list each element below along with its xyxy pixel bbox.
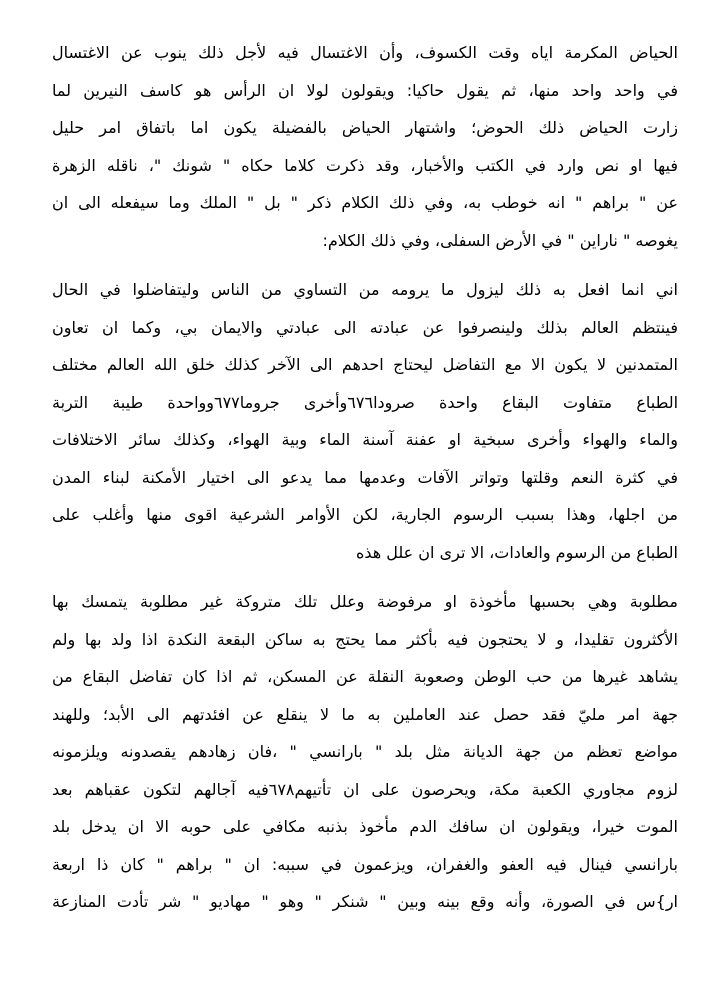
text-line: مطلوبة وهي بحسبها مأخوذة او مرفوضة وعلل تلك متروكة غير مطلوبة يتمسك بها bbox=[52, 592, 678, 611]
text-line: الطباع متفاوت البقاع واحدة صرودا٦٧٦وأخرى جروما٦٧٧وواحدة طيبة التربة bbox=[52, 392, 679, 412]
text-line: الموت خيرا، ويقولون ان سافك الدم مأخوذ بذنبه مكافي على حوبه الا ان يدخل بلد bbox=[52, 817, 678, 836]
text-line: الحياض المكرمة اياه وقت الكسوف، وأن الاغتسال فيه لأجل ذلك ينوب عن الاغتسال bbox=[52, 43, 678, 62]
text-line: بارانسي فينال فيه العفو والغفران، ويزعمون في سببه: ان " براهم " كان ذا اربعة bbox=[52, 854, 678, 874]
text-line: اني انما افعل به ذلك ليزول ما يرومه من التساوي من الناس وليتفاضلوا في الحال bbox=[52, 280, 678, 299]
text-line: فينتظم العالم بذلك ولينصرفوا عن عبادته الى عبادتي والايمان بي، وكما ان تعاون bbox=[52, 317, 678, 337]
text-line: والماء والهواء وأخرى سبخية او عفنة آسنة الماء وبية الهواء، وكذلك سائر الاختلافات bbox=[52, 430, 678, 449]
text-line: فيها او نص وارد في الكتب والأخبار، وقد ذكرت كلاما حكاه " شونك "، ناقله الزهرة bbox=[52, 155, 678, 175]
paragraph-2 bbox=[52, 271, 678, 571]
text-line: في كثرة النعم وقلتها وتواتر الآفات وعدمها مما يدعو الى اختيار الأمكنة لبناء المدن bbox=[52, 467, 678, 487]
document-page bbox=[52, 34, 678, 921]
text-line: الطباع من الرسوم والعادات، الا ترى ان علل هذه bbox=[355, 542, 678, 562]
text-line: يشاهد غيرها من حب الوطن وصعوبة النقلة عن المسكن، ثم اذا كان تفاضل البقاع من bbox=[52, 667, 678, 686]
paragraph-3 bbox=[52, 583, 678, 921]
text-line: يغوصه " ناراين " في الأرض السفلى، وفي ذلك الكلام: bbox=[322, 230, 678, 250]
text-line: لزوم مجاوري الكعبة مكة، ويحرصون على ان تأتيهم٦٧٨فيه آجالهم لتكون عقباهم بعد bbox=[52, 779, 679, 799]
text-line: زارت الحياض ذلك الحوض؛ واشتهار الحياض بالفضيلة يكون اما باتفاق امر حليل bbox=[52, 118, 678, 137]
paragraph-1 bbox=[52, 34, 678, 259]
text-line: من اجلها، وهذا بسبب الرسوم الجارية، لكن الأوامر الشرعية اقوى منها وأغلب على bbox=[52, 505, 678, 524]
text-line: مواضع تعظم من جهة الديانة مثل بلد " بارانسي " ،فان زهادهم يقصدونه ويلزمونه bbox=[52, 742, 678, 761]
text-line: المتمدنين لا يكون الا مع التفاضل ليحتاج احدهم الى الآخر كذلك خلق الله العالم مختلف bbox=[52, 355, 678, 374]
text-line: ار}س في الصورة، وأنه وقع بينه وبين " شنكر " وهو " مهاديو " شر تأدت المنازعة bbox=[52, 892, 678, 911]
text-line: الأكثرون تقليدا، و لا يحتجون فيه بأكثر مما يحتج به ساكن البقعة النكدة اذا ولد بها ولم bbox=[52, 629, 678, 649]
text-line: عن " براهم " انه خوطب به، وفي ذلك الكلام ذكر " بل " الملك وما سيفعله الى ان bbox=[52, 193, 678, 212]
text-line: في واحد واحد منها، ثم يقول حاكيا: ويقولون لولا ان الرأس هو كاسف النيرين لما bbox=[52, 80, 678, 100]
text-line: جهة امر مليّ فقد حصل عند العاملين به ما لا ينقلع عن افئدتهم الى الأبد؛ وللهند bbox=[52, 704, 678, 724]
